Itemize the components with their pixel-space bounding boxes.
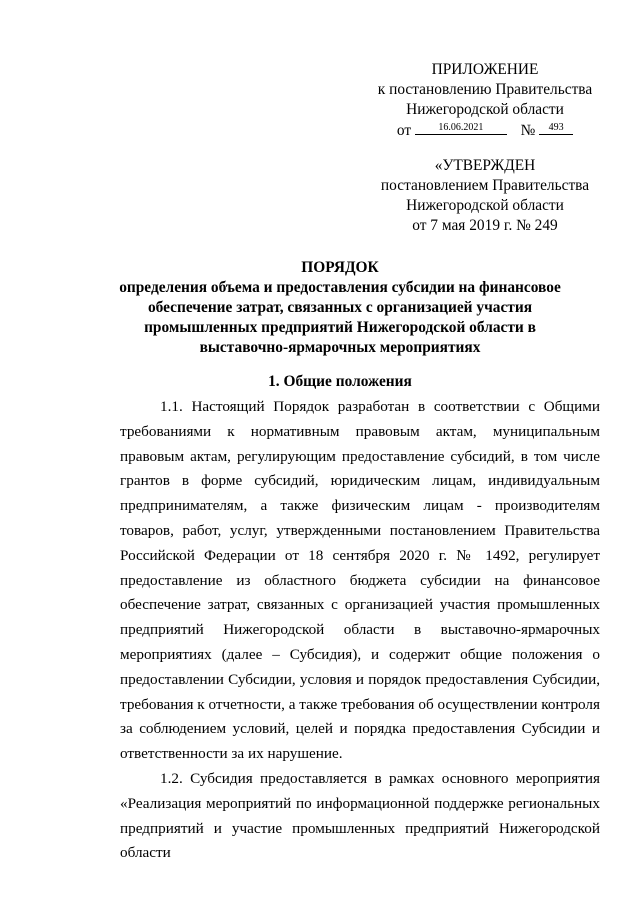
date-value: 16.06.2021: [438, 122, 484, 133]
appendix-block: [360, 60, 610, 141]
approved-block: [360, 156, 610, 236]
section-heading: 1. Общие положения: [268, 373, 412, 390]
approved-line-3: Нижегородской области: [406, 197, 564, 214]
appendix-title: ПРИЛОЖЕНИЕ: [431, 61, 539, 78]
appendix-line-1: к постановлению Правительства: [377, 81, 593, 98]
approved-line-4: от 7 мая 2019 г. № 249: [412, 217, 558, 234]
appendix-line-2: Нижегородской области: [406, 101, 564, 118]
paragraph-1-2: 1.2. Субсидия предоставляется в рамках основного мероприятия «Реализация мероприятий по информационной поддержке региональных предприятий и участие промышленных предприятий Нижегородской области: [120, 769, 600, 862]
body-text: [120, 395, 600, 866]
from-label: от: [396, 122, 412, 139]
appendix-date-number-line: [360, 120, 610, 141]
date-field: [415, 120, 507, 135]
number-field: [539, 120, 573, 135]
number-value: 493: [548, 122, 564, 133]
document-subtitle: определения объема и предоставления субсидии на финансовое обеспечение затрат, связанных с организацией участия промышленных предприятий Нижегородской области в выставочно-ярмарочных мероприятиях: [119, 279, 561, 356]
number-label: №: [520, 122, 536, 139]
document-title-block: [100, 258, 580, 358]
approved-line-2: постановлением Правительства: [380, 177, 590, 194]
paragraph-1-1: 1.1. Настоящий Порядок разработан в соответствии с Общими требованиями к нормативным правовым актам, муниципальным правовым актам, регулирующим предоставление субсидий, в том числе грантов в форме субсидий, юридическим лицам, индивидуальным предпринимателям, а также физическим лицам - производителям товаров, работ, услуг, утвержденными постановлением Правительства Российской Федерации от 18 сентября 2020 г. № 1492, регулирует предоставление из областного бюджета субсидии на финансовое обеспечение затрат, связанных с организацией участия промышленных предприятий Нижегородской области в выставочно-ярмарочных мероприятиях (далее – Субсидия), и содержит общие положения о предоставлении Субсидии, условия и порядок предоставления Субсидии, требования к отчетности, а также требования об осуществлении контроля за соблюдением условий, целей и порядка предоставления Субсидии и ответственности за их нарушение.: [120, 398, 600, 763]
document-title: ПОРЯДОК: [301, 259, 379, 276]
approved-line-1: «УТВЕРЖДЕН: [434, 157, 536, 174]
